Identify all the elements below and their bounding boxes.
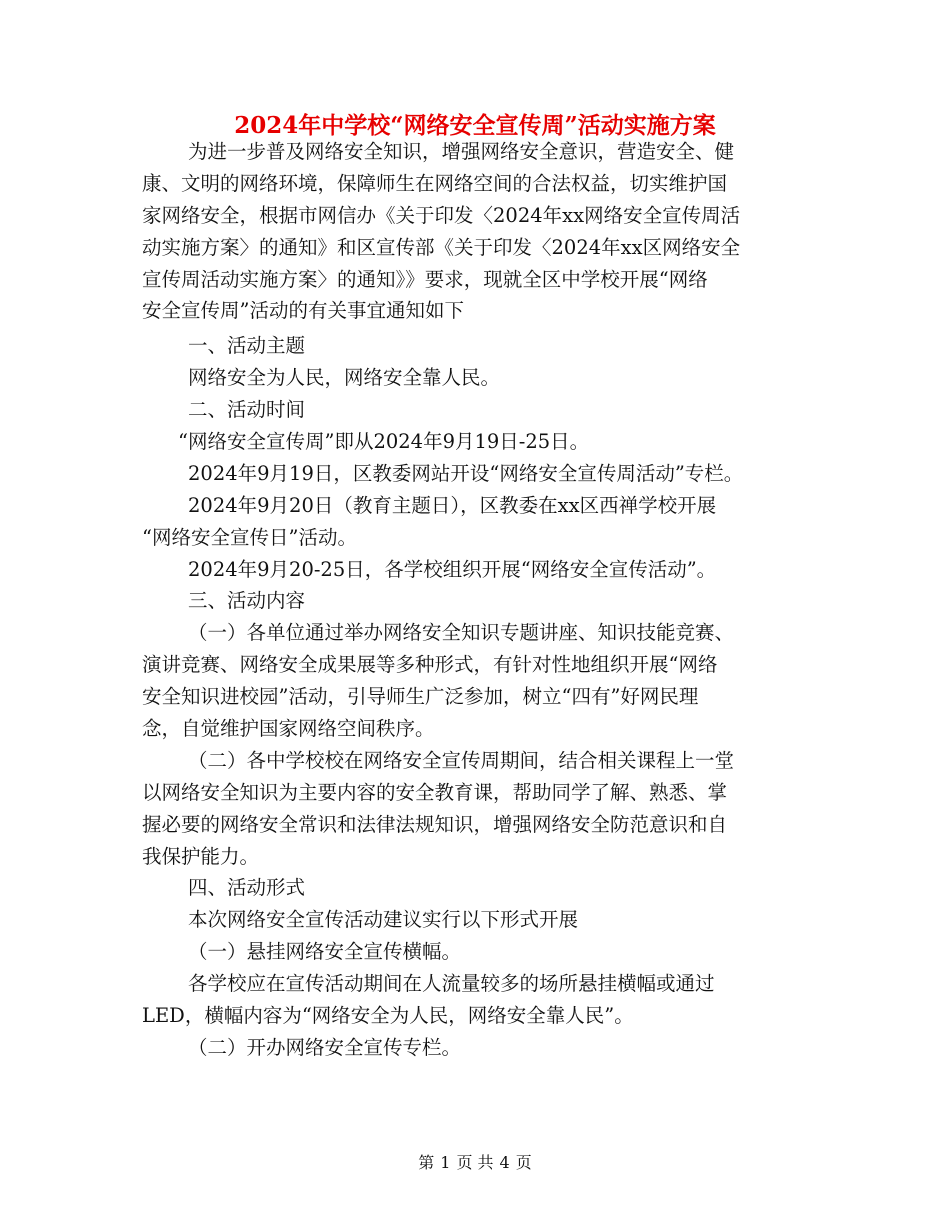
- paragraph-line: 本次网络安全宣传活动建议实行以下形式开展: [188, 908, 579, 932]
- paragraph-line: 安全知识进校园”活动，引导师生广泛参加，树立“四有”好网民理: [142, 685, 699, 709]
- paragraph-line: 动实施方案〉的通知》和区宣传部《关于印发〈2024年xx区网络安全: [142, 235, 741, 259]
- paragraph-line: 握必要的网络安全常识和法律法规知识，增强网络安全防范意识和自: [142, 812, 728, 836]
- page-label-prefix: 第: [418, 1153, 435, 1172]
- document-body: [142, 136, 822, 1064]
- paragraph-line: 各学校应在宣传活动期间在人流量较多的场所悬挂横幅或通过: [188, 972, 715, 996]
- paragraph-line: （二）各中学校校在网络安全宣传周期间，结合相关课程上一堂: [188, 748, 735, 772]
- paragraph-line: 宣传周活动实施方案〉的通知》》要求，现就全区中学校开展“网络: [142, 267, 708, 291]
- page-label-mid: 页 共: [456, 1153, 494, 1172]
- paragraph-line: （一）各单位通过举办网络安全知识专题讲座、知识技能竞赛、: [188, 621, 735, 645]
- paragraph-line: “网络安全宣传日”活动。: [142, 525, 357, 549]
- document-title: 2024年中学校“网络安全宣传周”活动实施方案: [234, 112, 716, 139]
- paragraph-line: 2024年9月20-25日，各学校组织开展“网络安全宣传活动”。: [188, 557, 717, 581]
- page-current: 1: [440, 1153, 451, 1172]
- paragraph-line: LED，横幅内容为“网络安全为人民，网络安全靠人民”。: [142, 1004, 634, 1028]
- paragraph-line: 2024年9月19日，区教委网站开设“网络安全宣传周活动”专栏。: [188, 461, 744, 485]
- section-heading: 四、活动形式: [188, 876, 306, 900]
- paragraph-line: 康、文明的网络环境，保障师生在网络空间的合法权益，切实维护国: [142, 171, 728, 195]
- paragraph-line: 网络安全为人民，网络安全靠人民。: [188, 366, 501, 390]
- paragraph-line: 我保护能力。: [142, 844, 260, 868]
- paragraph-line: 家网络安全，根据市网信办《关于印发〈2024年xx网络安全宣传周活: [142, 203, 741, 227]
- paragraph-line: （二）开办网络安全宣传专栏。: [188, 1035, 462, 1059]
- page-total: 4: [499, 1153, 510, 1172]
- paragraph-line: “网络安全宣传周”即从2024年9月19日-25日。: [178, 430, 590, 454]
- paragraph-line: （一）悬挂网络安全宣传横幅。: [188, 940, 462, 964]
- section-heading: 三、活动内容: [188, 589, 306, 613]
- paragraph-line: 安全宣传周”活动的有关事宜通知如下: [142, 299, 464, 323]
- paragraph-line: 2024年9月20日（教育主题日），区教委在xx区西禅学校开展: [188, 493, 717, 517]
- paragraph-line: 念，自觉维护国家网络空间秩序。: [142, 717, 435, 741]
- section-heading: 一、活动主题: [188, 334, 306, 358]
- page-footer: [0, 1152, 950, 1174]
- paragraph-line: 为进一步普及网络安全知识，增强网络安全意识，营造安全、健: [188, 140, 735, 163]
- paragraph-line: 以网络安全知识为主要内容的安全教育课，帮助同学了解、熟悉、掌: [142, 780, 728, 804]
- page-label-suffix: 页: [515, 1153, 532, 1172]
- section-heading: 二、活动时间: [188, 398, 306, 422]
- paragraph-line: 演讲竞赛、网络安全成果展等多种形式，有针对性地组织开展“网络: [142, 653, 718, 677]
